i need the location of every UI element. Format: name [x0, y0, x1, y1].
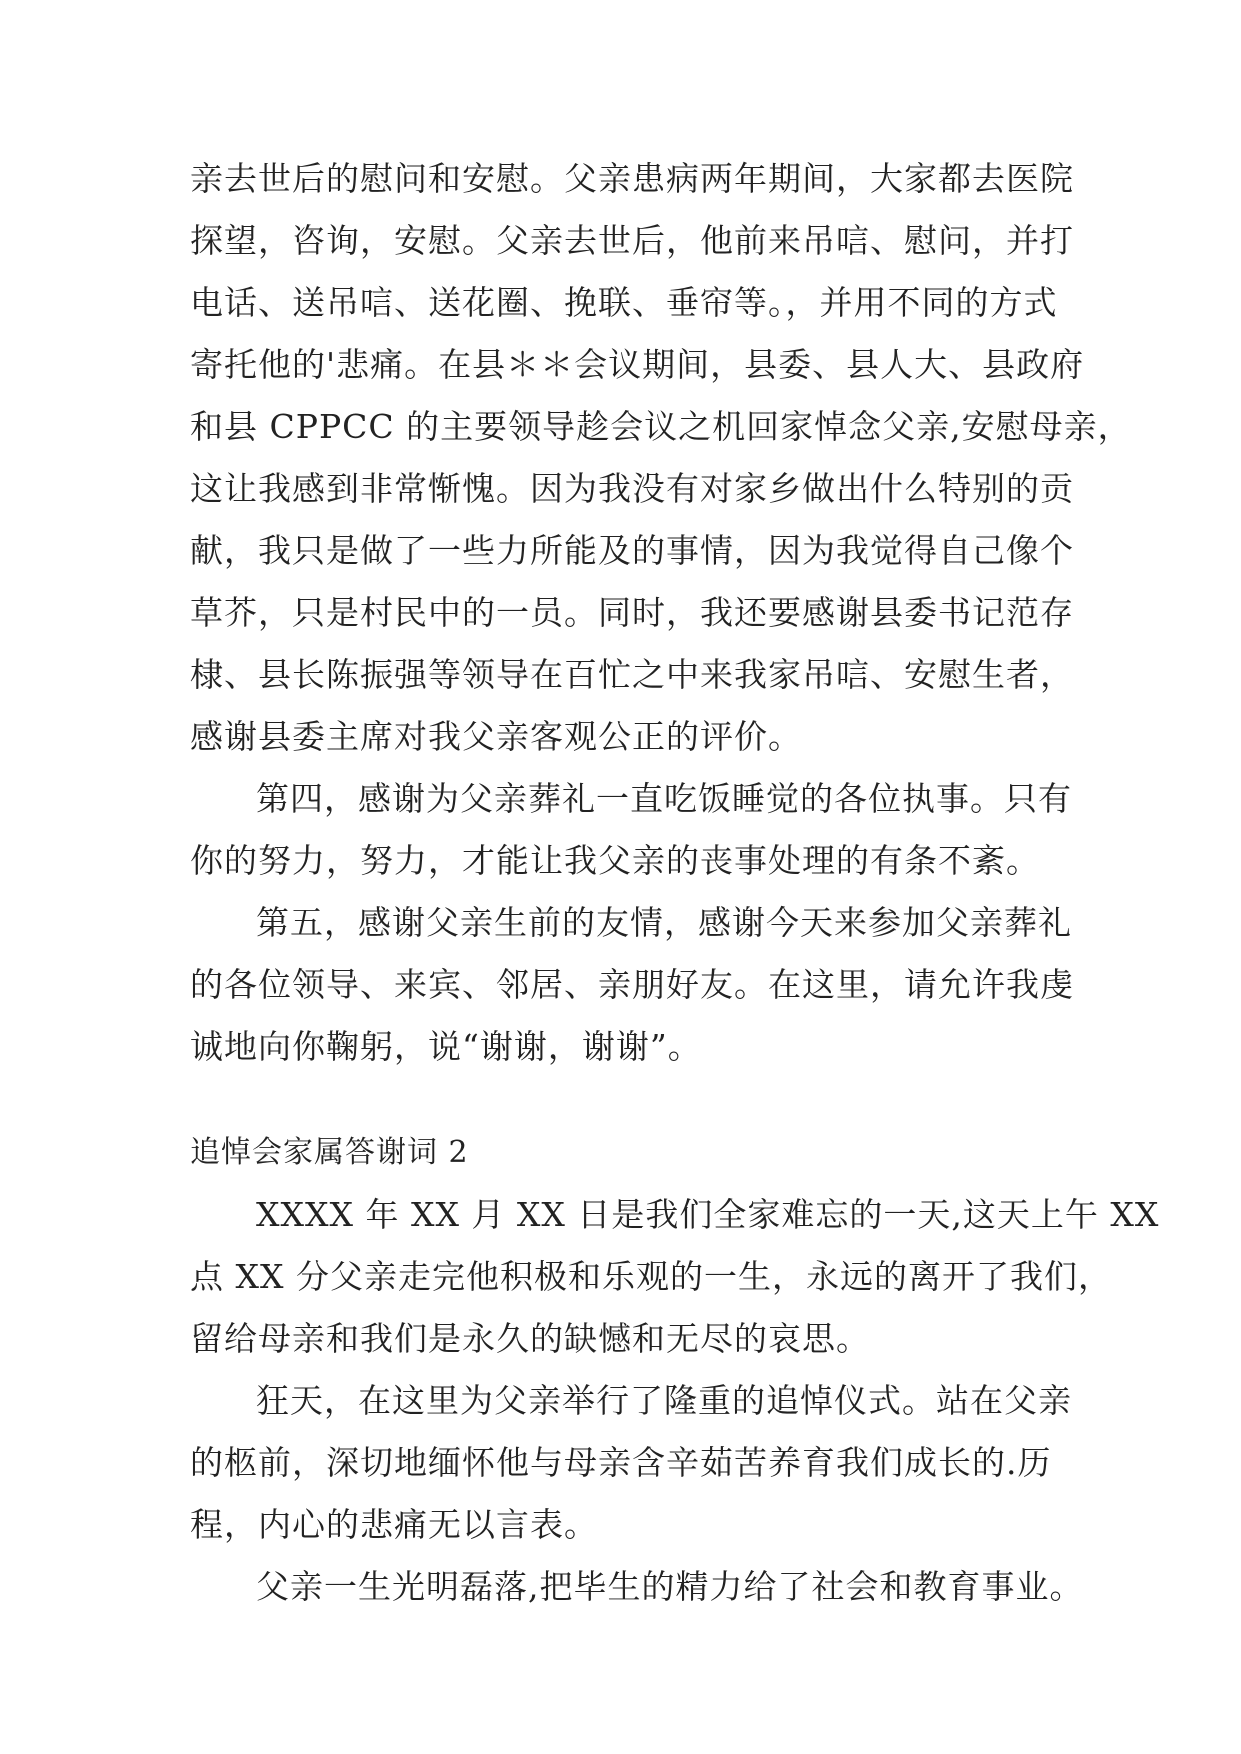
- text-line: 和县 CPPCC 的主要领导趁会议之机回家悼念父亲,安慰母亲，: [190, 407, 1132, 446]
- text-line: 你的努力，努力，才能让我父亲的丧事处理的有条不紊。: [190, 841, 1040, 880]
- text-line: 探望，咨询，安慰。父亲去世后，他前来吊唁、慰问，并打: [190, 221, 1074, 260]
- text-line: 点 XX 分父亲走完他积极和乐观的一生，永远的离开了我们，: [190, 1257, 1112, 1296]
- text-line: 这让我感到非常惭愧。因为我没有对家乡做出什么特别的贡: [190, 469, 1074, 508]
- text-line: 的柩前，深切地缅怀他与母亲含辛茹苦养育我们成长的.历: [190, 1443, 1052, 1482]
- text-line: 棣、县长陈振强等领导在百忙之中来我家吊唁、安慰生者，: [190, 655, 1074, 694]
- paragraph-first-line: XXXX 年 XX 月 XX 日是我们全家难忘的一天,这天上午 XX: [256, 1195, 1160, 1234]
- text-line: 诚地向你鞠躬，说“谢谢，谢谢”。: [190, 1027, 702, 1066]
- section-heading: 追悼会家属答谢词 2: [190, 1135, 469, 1170]
- text-line: 亲去世后的慰问和安慰。父亲患病两年期间，大家都去医院: [190, 159, 1074, 198]
- paragraph-first-line: 第四，感谢为父亲葬礼一直吃饭睡觉的各位执事。只有: [256, 779, 1072, 818]
- text-line: 献，我只是做了一些力所能及的事情，因为我觉得自己像个: [190, 531, 1074, 570]
- text-line: 感谢县委主席对我父亲客观公正的评价。: [190, 717, 802, 756]
- text-line: 草芥，只是村民中的一员。同时，我还要感谢县委书记范存: [190, 593, 1074, 632]
- text-line: 的各位领导、来宾、邻居、亲朋好友。在这里，请允许我虔: [190, 965, 1074, 1004]
- paragraph-first-line: 狂天，在这里为父亲举行了隆重的追悼仪式。站在父亲: [256, 1381, 1072, 1420]
- paragraph-first-line: 父亲一生光明磊落,把毕生的精力给了社会和教育事业。: [256, 1567, 1084, 1606]
- text-line: 留给母亲和我们是永久的缺憾和无尽的哀思。: [190, 1319, 870, 1358]
- text-line: 寄托他的'悲痛。在县＊＊会议期间，县委、县人大、县政府: [190, 345, 1085, 384]
- paragraph-first-line: 第五，感谢父亲生前的友情，感谢今天来参加父亲葬礼: [256, 903, 1072, 942]
- text-line: 程，内心的悲痛无以言表。: [190, 1505, 598, 1544]
- text-line: 电话、送吊唁、送花圈、挽联、垂帘等。，并用不同的方式: [190, 283, 1058, 322]
